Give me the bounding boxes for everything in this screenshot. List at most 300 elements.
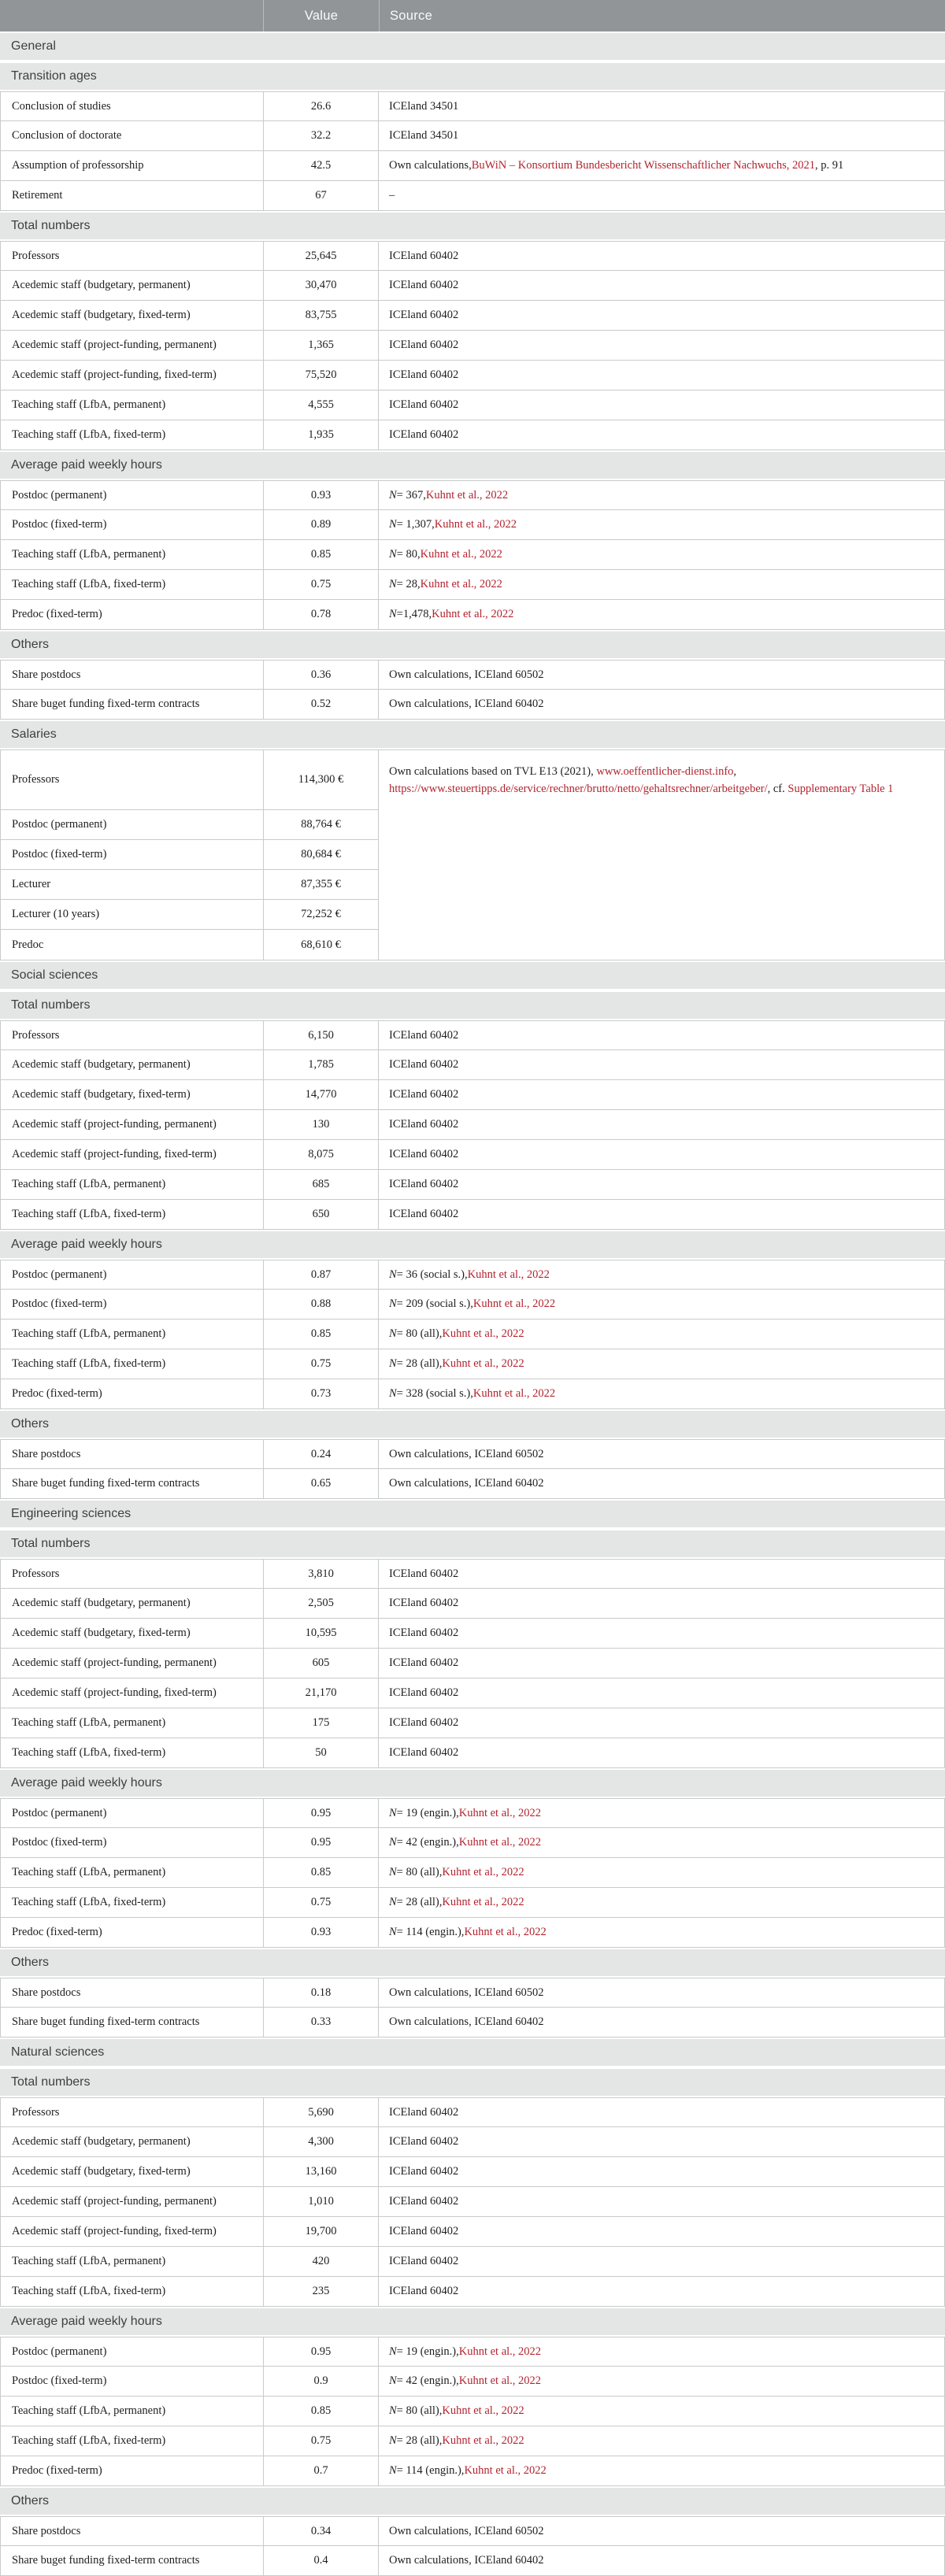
section-label: Average paid weekly hours: [11, 1238, 162, 1251]
row-label: Acedemic staff (project-funding, permanent): [1, 2187, 264, 2216]
source-text: N: [389, 1926, 397, 1938]
row-label: Postdoc (permanent): [1, 810, 264, 839]
row-source: [379, 2426, 944, 2456]
row-value: 75,520: [264, 361, 379, 390]
source-text: =1,478,: [396, 608, 432, 620]
source-link[interactable]: Kuhnt et al., 2022: [467, 1268, 550, 1281]
table-row: [0, 2097, 945, 2127]
source-text: = 36 (social s.),: [396, 1268, 468, 1281]
table-row: [0, 420, 945, 450]
section-label: Others: [11, 638, 50, 651]
source-link[interactable]: Supplementary Table 1: [788, 783, 894, 796]
source-link[interactable]: Kuhnt et al., 2022: [420, 578, 502, 590]
row-source: [379, 390, 944, 420]
row-source: [379, 1050, 944, 1079]
table-row: [0, 1708, 945, 1738]
row-source: [379, 1290, 944, 1319]
row-value: 0.73: [264, 1379, 379, 1408]
table-row: [0, 1020, 945, 1050]
row-source: [379, 1469, 944, 1498]
row-source: [379, 361, 944, 390]
row-value: 0.95: [264, 2337, 379, 2366]
table-row: [0, 241, 945, 271]
source-text: ICEland 60402: [389, 1746, 459, 1759]
section-header-engineering-sciences: [0, 1499, 945, 1529]
row-label: Teaching staff (LfbA, fixed-term): [1, 2426, 264, 2456]
row-value: 0.75: [264, 1349, 379, 1379]
table-row: [0, 2456, 945, 2486]
source-text: N: [389, 1357, 397, 1370]
source-link[interactable]: https://www.steuertipps.de/service/rechner/brutto/netto/gehaltsrechner/arbeitgeber/: [389, 783, 768, 796]
source-text: N: [389, 608, 397, 620]
row-source: [379, 540, 944, 569]
table-row: [0, 1918, 945, 1948]
row-source: [379, 2098, 944, 2126]
table-row: [0, 1050, 945, 1080]
table-row: [0, 1678, 945, 1708]
source-link[interactable]: Kuhnt et al., 2022: [432, 608, 514, 620]
header-cell-value: Value: [263, 0, 379, 31]
source-link[interactable]: Kuhnt et al., 2022: [442, 1327, 524, 1340]
row-value: 30,470: [264, 271, 379, 300]
table-row: [1, 870, 378, 900]
row-label: Professors: [1, 2098, 264, 2126]
row-label: Professors: [1, 242, 264, 270]
row-source: [379, 1560, 944, 1588]
row-label: Conclusion of studies: [1, 92, 264, 120]
row-label: Postdoc (permanent): [1, 1260, 264, 1289]
source-text: Own calculations based on TVL E13 (2021),: [389, 765, 597, 778]
source-text: = 80 (all),: [396, 1327, 443, 1340]
source-text: N: [389, 1806, 397, 1819]
row-value: 32.2: [264, 121, 379, 150]
table-row: [0, 1319, 945, 1349]
row-label: Acedemic staff (project-funding, fixed-term): [1, 361, 264, 390]
row-source: [379, 1708, 944, 1738]
row-label: Retirement: [1, 181, 264, 210]
table-row: [0, 1170, 945, 1200]
row-value: 4,300: [264, 2127, 379, 2156]
row-value: 0.36: [264, 661, 379, 689]
row-value: 0.93: [264, 481, 379, 509]
row-source: [379, 1319, 944, 1349]
row-label: Acedemic staff (project-funding, fixed-term): [1, 1140, 264, 1169]
row-value: 67: [264, 181, 379, 210]
row-label: Teaching staff (LfbA, fixed-term): [1, 2277, 264, 2306]
row-label: Teaching staff (LfbA, permanent): [1, 1319, 264, 1349]
row-label: Teaching staff (LfbA, permanent): [1, 1708, 264, 1738]
row-source: [379, 1379, 944, 1408]
row-label: Teaching staff (LfbA, fixed-term): [1, 1200, 264, 1229]
row-label: Predoc: [1, 930, 264, 960]
source-text: N: [389, 1896, 397, 1908]
source-link[interactable]: Kuhnt et al., 2022: [442, 2434, 524, 2447]
section-header-total-numbers: [0, 1529, 945, 1559]
source-text: = 114 (engin.),: [396, 2464, 465, 2477]
source-text: Own calculations, ICEland 60502: [389, 1986, 544, 1999]
table-row: [0, 181, 945, 211]
source-text: N: [389, 1297, 397, 1310]
row-label: Teaching staff (LfbA, fixed-term): [1, 1349, 264, 1379]
table-row: [0, 600, 945, 630]
source-text: ICEland 60402: [389, 2285, 459, 2297]
row-label: Postdoc (permanent): [1, 1799, 264, 1827]
row-label: Acedemic staff (project-funding, fixed-term): [1, 2217, 264, 2246]
row-source: [379, 92, 944, 120]
source-text: –: [389, 189, 395, 202]
row-value: 0.24: [264, 1440, 379, 1468]
row-label: Share buget funding fixed-term contracts: [1, 1469, 264, 1498]
source-text: N: [389, 578, 397, 590]
table-row: [0, 1349, 945, 1379]
source-text: = 114 (engin.),: [396, 1926, 465, 1938]
row-source: [379, 1021, 944, 1049]
row-value: 0.75: [264, 570, 379, 599]
row-label: Share buget funding fixed-term contracts: [1, 690, 264, 719]
source-text: N: [389, 488, 397, 502]
row-label: Acedemic staff (budgetary, fixed-term): [1, 1619, 264, 1648]
row-label: Teaching staff (LfbA, permanent): [1, 1858, 264, 1887]
section-label: Total numbers: [11, 1537, 91, 1550]
source-text: N: [389, 1327, 397, 1340]
row-label: Postdoc (permanent): [1, 481, 264, 509]
row-source: [379, 1110, 944, 1139]
row-value: 21,170: [264, 1678, 379, 1708]
source-link[interactable]: Kuhnt et al., 2022: [472, 1297, 556, 1310]
source-text: N: [389, 1268, 397, 1281]
table-row: [0, 1828, 945, 1858]
table-row: [0, 540, 945, 570]
row-value: 1,935: [264, 420, 379, 450]
table-row: [0, 1589, 945, 1619]
row-value: 0.87: [264, 1260, 379, 1289]
source-link[interactable]: Kuhnt et al., 2022: [420, 548, 502, 561]
source-text: ICEland 34501: [389, 99, 459, 113]
row-value: 0.4: [264, 2546, 379, 2575]
source-link[interactable]: Kuhnt et al., 2022: [458, 1836, 542, 1849]
row-value: 0.33: [264, 2008, 379, 2037]
source-text: ICEland 60402: [389, 1627, 459, 1639]
source-text: Own calculations, ICEland 60402: [389, 1477, 544, 1490]
row-label: Lecturer (10 years): [1, 900, 264, 929]
row-value: 10,595: [264, 1619, 379, 1648]
source-link[interactable]: BuWiN – Konsortium Bundesbericht Wissenschaftlicher Nachwuchs, 2021: [471, 159, 816, 172]
section-label: Total numbers: [11, 998, 91, 1012]
table-row: [0, 91, 945, 121]
section-header-average-paid-weekly-hours: [0, 450, 945, 480]
row-label: Acedemic staff (project-funding, permanent): [1, 331, 264, 360]
row-value: 25,645: [264, 242, 379, 270]
source-text: ICEland 60402: [389, 1208, 459, 1220]
table-row: [0, 1439, 945, 1469]
table-row: [1, 930, 378, 960]
row-value: 1,785: [264, 1050, 379, 1079]
row-label: Postdoc (fixed-term): [1, 1290, 264, 1319]
table-row: [0, 301, 945, 331]
row-value: 0.18: [264, 1978, 379, 2007]
source-link[interactable]: Kuhnt et al., 2022: [464, 1926, 547, 1938]
table-header-row: [0, 0, 945, 31]
row-source: [379, 331, 944, 360]
source-text: N: [389, 2404, 397, 2417]
section-header-others: [0, 1948, 945, 1978]
row-value: 650: [264, 1200, 379, 1229]
table-row: [0, 1738, 945, 1768]
row-value: 1,365: [264, 331, 379, 360]
row-source: [379, 1260, 944, 1289]
row-value: 1,010: [264, 2187, 379, 2216]
section-header-average-paid-weekly-hours: [0, 2307, 945, 2337]
row-label: Share buget funding fixed-term contracts: [1, 2546, 264, 2575]
row-label: Professors: [1, 1560, 264, 1588]
source-link[interactable]: Kuhnt et al., 2022: [458, 2374, 542, 2387]
row-value: 80,684 €: [301, 848, 341, 861]
row-label: Postdoc (fixed-term): [1, 1828, 264, 1857]
row-source: [379, 2337, 944, 2366]
source-text: ICEland 60402: [389, 309, 459, 321]
source-text: = 209 (social s.),: [396, 1297, 473, 1310]
source-text: , cf.: [767, 783, 788, 796]
row-label: Acedemic staff (project-funding, permanent): [1, 1649, 264, 1678]
row-value: 3,810: [264, 1560, 379, 1588]
source-text: N: [389, 1836, 397, 1849]
section-label: Others: [11, 1417, 50, 1430]
source-text: ICEland 60402: [389, 1567, 459, 1580]
row-source: [379, 1888, 944, 1917]
row-label: Conclusion of doctorate: [1, 121, 264, 150]
source-link[interactable]: Kuhnt et al., 2022: [442, 1357, 524, 1370]
table-row: [0, 2337, 945, 2367]
source-link[interactable]: Kuhnt et al., 2022: [442, 2404, 524, 2417]
source-link[interactable]: Kuhnt et al., 2022: [425, 488, 509, 502]
table-row: [0, 2247, 945, 2277]
row-source: [379, 121, 944, 150]
source-text: N: [389, 2345, 397, 2358]
row-label: Teaching staff (LfbA, permanent): [1, 1170, 264, 1199]
row-label: Lecturer: [1, 870, 264, 899]
source-text: N: [389, 2374, 397, 2387]
row-value: 5,690: [264, 2098, 379, 2126]
section-label: Social sciences: [11, 968, 98, 982]
source-link[interactable]: Kuhnt et al., 2022: [472, 1387, 556, 1400]
table-row: [0, 1379, 945, 1409]
row-label: Teaching staff (LfbA, permanent): [1, 2396, 264, 2426]
row-value: 14,770: [264, 1080, 379, 1109]
row-label: Postdoc (fixed-term): [1, 510, 264, 539]
row-source: [379, 181, 944, 210]
row-source: [379, 420, 944, 450]
section-header-total-numbers: [0, 990, 945, 1020]
table-row: [0, 1140, 945, 1170]
row-source: [379, 1738, 944, 1767]
row-value: 0.85: [264, 1858, 379, 1887]
table-row: [0, 271, 945, 301]
row-source: [379, 151, 944, 180]
row-value: 685: [264, 1170, 379, 1199]
row-label: Teaching staff (LfbA, fixed-term): [1, 570, 264, 599]
source-text: ICEland 60402: [389, 279, 459, 291]
table-row: [0, 2008, 945, 2037]
row-label: Teaching staff (LfbA, permanent): [1, 390, 264, 420]
row-source: [379, 1080, 944, 1109]
row-label: Acedemic staff (budgetary, permanent): [1, 1589, 264, 1618]
table-row: [0, 1619, 945, 1649]
table-row: [0, 2277, 945, 2307]
source-text: = 28,: [396, 578, 421, 590]
row-source: [379, 301, 944, 330]
row-source: [379, 1589, 944, 1618]
row-label: Share postdocs: [1, 661, 264, 689]
row-source: [379, 1649, 944, 1678]
source-text: N: [389, 548, 397, 561]
table-row: [0, 1290, 945, 1319]
source-text: Own calculations, ICEland 60502: [389, 2524, 544, 2537]
row-value: 26.6: [264, 92, 379, 120]
row-source: [379, 510, 944, 539]
source-text: Own calculations, ICEland 60402: [389, 2554, 544, 2567]
row-value: 0.95: [264, 1828, 379, 1857]
table-row: [0, 1649, 945, 1678]
row-label: Postdoc (fixed-term): [1, 840, 264, 869]
row-source: [379, 690, 944, 719]
table-row: [0, 660, 945, 690]
source-link[interactable]: Kuhnt et al., 2022: [434, 518, 517, 531]
row-source: [379, 1799, 944, 1827]
source-text: ICEland 34501: [389, 129, 459, 142]
row-source: [379, 1349, 944, 1379]
row-source: [379, 2157, 944, 2186]
table-row: [0, 1888, 945, 1918]
row-source: [379, 2456, 944, 2485]
section-label: Total numbers: [11, 2075, 91, 2089]
table-row: [0, 1798, 945, 1828]
section-header-others: [0, 2486, 945, 2516]
table-row: [0, 1858, 945, 1888]
source-link[interactable]: www.oeffentlicher-dienst.info: [596, 765, 734, 778]
table-row: [1, 810, 378, 840]
row-source: [379, 1440, 944, 1468]
table-row: [0, 480, 945, 510]
table-row: [1, 840, 378, 870]
row-label: Acedemic staff (budgetary, permanent): [1, 1050, 264, 1079]
section-header-average-paid-weekly-hours: [0, 1230, 945, 1260]
row-label: Acedemic staff (project-funding, fixed-term): [1, 1678, 264, 1708]
row-label: Share buget funding fixed-term contracts: [1, 2008, 264, 2037]
row-label: Predoc (fixed-term): [1, 1379, 264, 1408]
source-link[interactable]: Kuhnt et al., 2022: [442, 1896, 524, 1908]
source-link[interactable]: Kuhnt et al., 2022: [458, 2345, 542, 2358]
row-source: [379, 600, 944, 629]
row-source: [379, 570, 944, 599]
row-value: 0.65: [264, 1469, 379, 1498]
row-source: [379, 1200, 944, 1229]
row-value: 0.34: [264, 2517, 379, 2545]
section-label: Salaries: [11, 727, 57, 741]
row-source: [379, 271, 944, 300]
table-row: [0, 1559, 945, 1589]
source-text: Own calculations,: [389, 159, 472, 172]
row-label: Acedemic staff (budgetary, permanent): [1, 2127, 264, 2156]
header-cell-empty: [0, 0, 263, 31]
section-label: Others: [11, 2494, 50, 2508]
source-link[interactable]: Kuhnt et al., 2022: [464, 2464, 547, 2477]
table-row: [0, 390, 945, 420]
source-text: = 80,: [396, 548, 421, 561]
salaries-rows: [1, 750, 379, 960]
row-value: 0.85: [264, 540, 379, 569]
row-value: 19,700: [264, 2217, 379, 2246]
row-value: 2,505: [264, 1589, 379, 1618]
table-row: [0, 2217, 945, 2247]
source-text: N: [389, 1387, 397, 1400]
source-text: ICEland 60402: [389, 2165, 459, 2178]
row-source: [379, 242, 944, 270]
row-label: Professors: [1, 1021, 264, 1049]
source-text: = 28 (all),: [396, 1357, 443, 1370]
row-source: [379, 1978, 944, 2007]
source-link[interactable]: Kuhnt et al., 2022: [442, 1866, 524, 1878]
source-text: = 28 (all),: [396, 2434, 443, 2447]
row-source: [379, 2217, 944, 2246]
row-value: 0.75: [264, 2426, 379, 2456]
source-text: ICEland 60402: [389, 2135, 459, 2148]
row-source: [379, 1140, 944, 1169]
source-text: ICEland 60402: [389, 1028, 459, 1042]
row-value: 0.89: [264, 510, 379, 539]
section-header-social-sciences: [0, 960, 945, 990]
row-label: Acedemic staff (budgetary, fixed-term): [1, 1080, 264, 1109]
section-header-others: [0, 630, 945, 660]
table-row: [0, 1080, 945, 1110]
table-row: [0, 2546, 945, 2576]
table-row: [0, 2396, 945, 2426]
row-source: [379, 2546, 944, 2575]
source-text: ICEland 60402: [389, 1088, 459, 1101]
row-source: [379, 1828, 944, 1857]
source-text: N: [389, 2464, 397, 2477]
source-text: = 1,307,: [396, 518, 435, 531]
source-text: = 42 (engin.),: [396, 2374, 459, 2387]
table-row: [0, 1978, 945, 2008]
row-source: [379, 2396, 944, 2426]
source-text: ICEland 60402: [389, 1178, 459, 1190]
source-text: ICEland 60402: [389, 339, 459, 351]
row-value: 13,160: [264, 2157, 379, 2186]
salaries-source: [379, 750, 944, 960]
row-label: Teaching staff (LfbA, fixed-term): [1, 420, 264, 450]
row-source: [379, 2008, 944, 2037]
source-text: = 28 (all),: [396, 1896, 443, 1908]
source-link[interactable]: Kuhnt et al., 2022: [458, 1806, 542, 1819]
row-value: 50: [264, 1738, 379, 1767]
row-label: Teaching staff (LfbA, permanent): [1, 540, 264, 569]
source-text: ICEland 60402: [389, 2255, 459, 2267]
source-text: ICEland 60402: [389, 368, 459, 381]
table-body: [0, 31, 945, 2576]
row-value: 175: [264, 1708, 379, 1738]
row-label: Postdoc (permanent): [1, 2337, 264, 2366]
row-value: 0.85: [264, 1319, 379, 1349]
table-row: [0, 690, 945, 720]
source-text: = 42 (engin.),: [396, 1836, 459, 1849]
section-header-total-numbers: [0, 211, 945, 241]
table-row: [1, 750, 378, 810]
section-header-natural-sciences: [0, 2037, 945, 2067]
table-row: [0, 1260, 945, 1290]
source-text: = 19 (engin.),: [396, 2345, 459, 2358]
section-label: Engineering sciences: [11, 1507, 132, 1520]
salaries-block: [0, 749, 945, 960]
